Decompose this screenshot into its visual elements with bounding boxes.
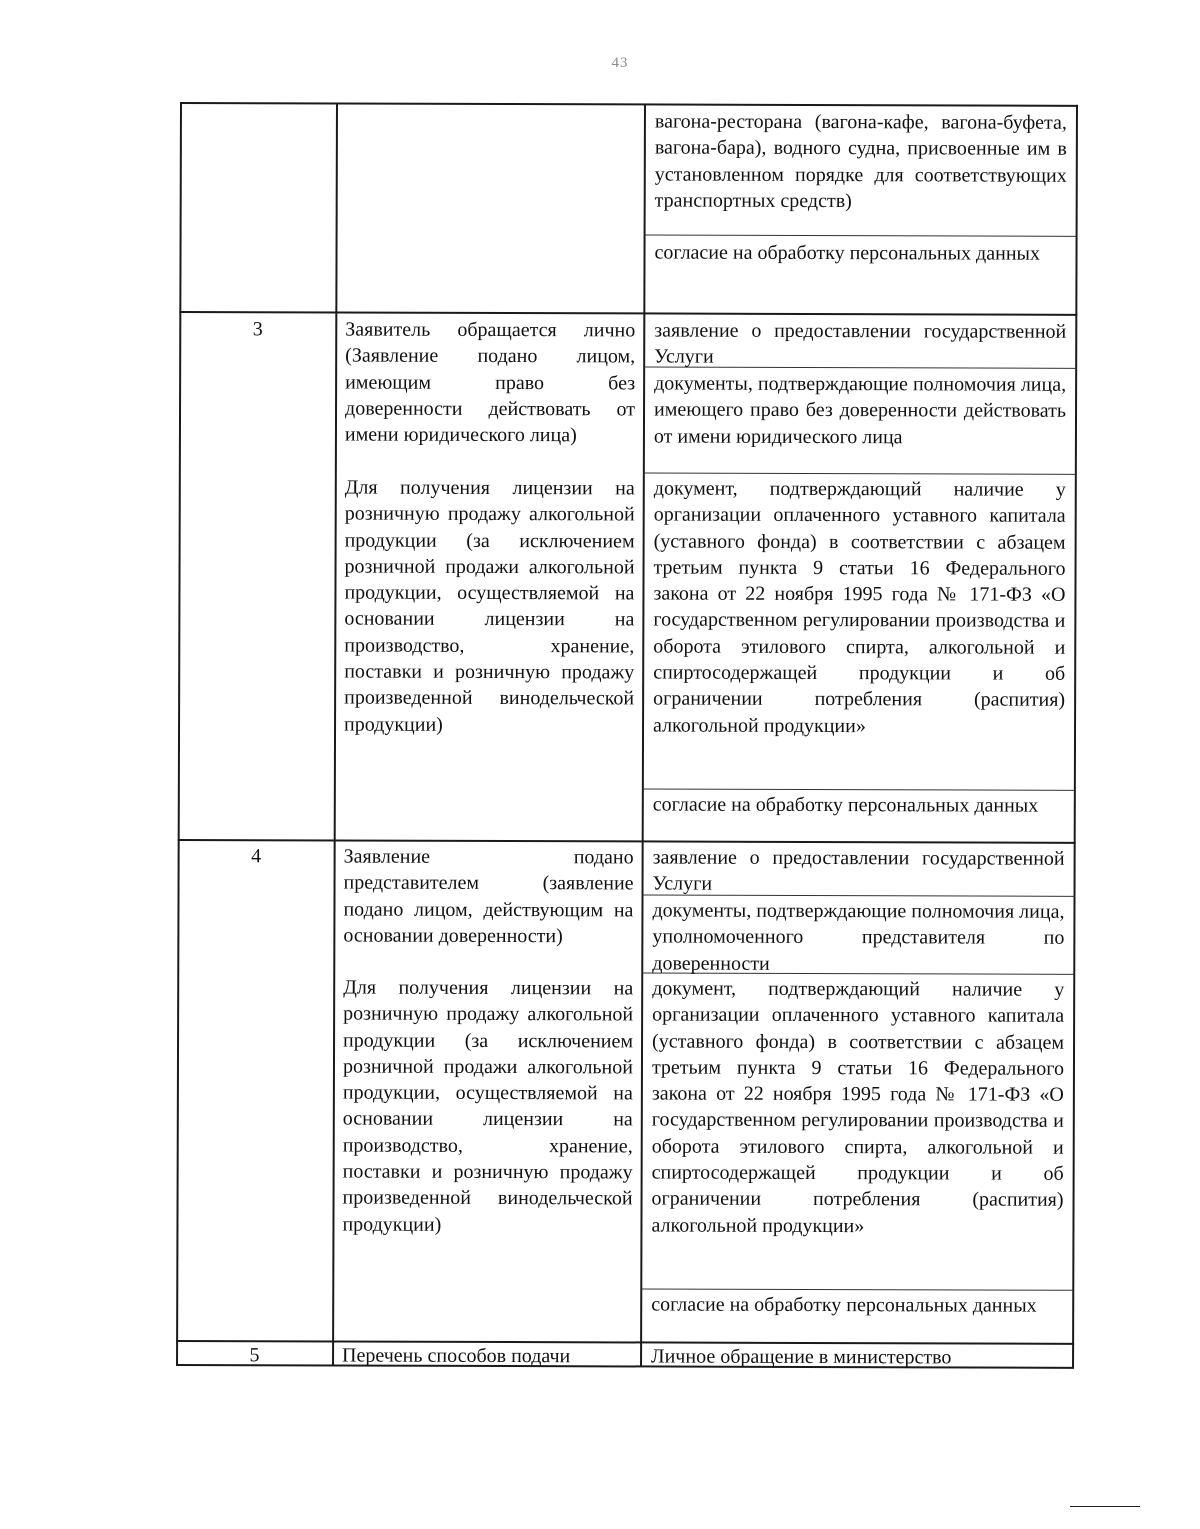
scan-mark [1070, 1506, 1140, 1508]
col3-divider [645, 234, 1077, 236]
table-border-left [176, 102, 182, 1365]
row-number: 5 [249, 1344, 260, 1367]
col3-divider [641, 1288, 1073, 1290]
table-cell-text: Заявление подано представителем (заявление подано лицом, действующим на основании доверенности) [343, 845, 634, 948]
row-divider-3 [179, 311, 1077, 315]
table-cell-text: Для получения лицензии на розничную продажу алкогольной продукции (за исключением розничной продажи алкогольной продукции, осуществляемой на основании лицензии на производство, хранение, поставки и розничную продажу произведенной винодельческой продукции) [342, 976, 634, 1236]
table-cell-text: согласие на обработку персональных данных [654, 241, 1041, 265]
table-cell-text: вагона-ресторана (вагона-кафе, вагона-буфета, вагона-бара), водного судна, присвоенные им в установленном порядке для соответствующих транспортных средств) [654, 110, 1067, 213]
table-cell-text: Перечень способов подачи [342, 1344, 571, 1368]
col3-divider [643, 788, 1075, 790]
row-number: 3 [252, 318, 263, 341]
table-cell-text: документ, подтверждающий наличие у организации оплаченного уставного капитала (уставного фонда) в соответствии с абзацем третьим пункта 9 статьи 16 Федерального закона от 22 ноября 1995 года № 171-ФЗ «О государственном регулировании производства и оборота этилового спирта, алкогольной и спиртосодержащей продукции и об ограничении потребления (распития) алкогольной продукции» [653, 477, 1066, 737]
document-table [176, 102, 1080, 1370]
column-divider-2 [640, 103, 646, 1366]
row-number: 4 [251, 845, 262, 868]
table-cell-text: согласие на обработку персональных данных [652, 793, 1039, 817]
page-number: 43 [611, 55, 629, 71]
col3-divider [644, 472, 1076, 474]
table-border-right [1072, 105, 1078, 1368]
table-cell-text: согласие на обработку персональных данных [651, 1293, 1037, 1317]
table-cell-text: документы, подтверждающие полномочия лица, уполномоченного представителя по доверенности [652, 899, 1065, 975]
table-cell-text: заявление о предоставлении государственной Услуги [654, 319, 1067, 368]
table-cell-text: заявление о предоставлении государственной Услуги [652, 846, 1065, 895]
table-cell-text: Для получения лицензии на розничную продажу алкогольной продукции (за исключением розничной продажи алкогольной продукции, осуществляемой на основании лицензии на производство, хранение, поставки и розничную продажу произведенной винодельческой продукции) [344, 476, 635, 736]
table-cell-text: документ, подтверждающий наличие у организации оплаченного уставного капитала (уставного фонда) в соответствии с абзацем третьим пункта 9 статьи 16 Федерального закона от 22 ноября 1995 года № 171-ФЗ «О государственном регулировании производства и оборота этилового спирта, алкогольной и спиртосодержащей продукции и об ограничении потребления (распития) алкогольной продукции» [651, 977, 1065, 1237]
table-border-top [180, 102, 1078, 106]
column-divider-1 [332, 102, 338, 1365]
table-cell-text: Заявитель обращается лично (Заявление подано лицом, имеющим право без доверенности действовать от имени юридического лица) [344, 318, 636, 447]
table-cell-text: Личное обращение в министерство [651, 1345, 952, 1369]
table-cell-text: документы, подтверждающие полномочия лица, имеющего право без доверенности действовать от имени юридического лица [653, 372, 1067, 448]
